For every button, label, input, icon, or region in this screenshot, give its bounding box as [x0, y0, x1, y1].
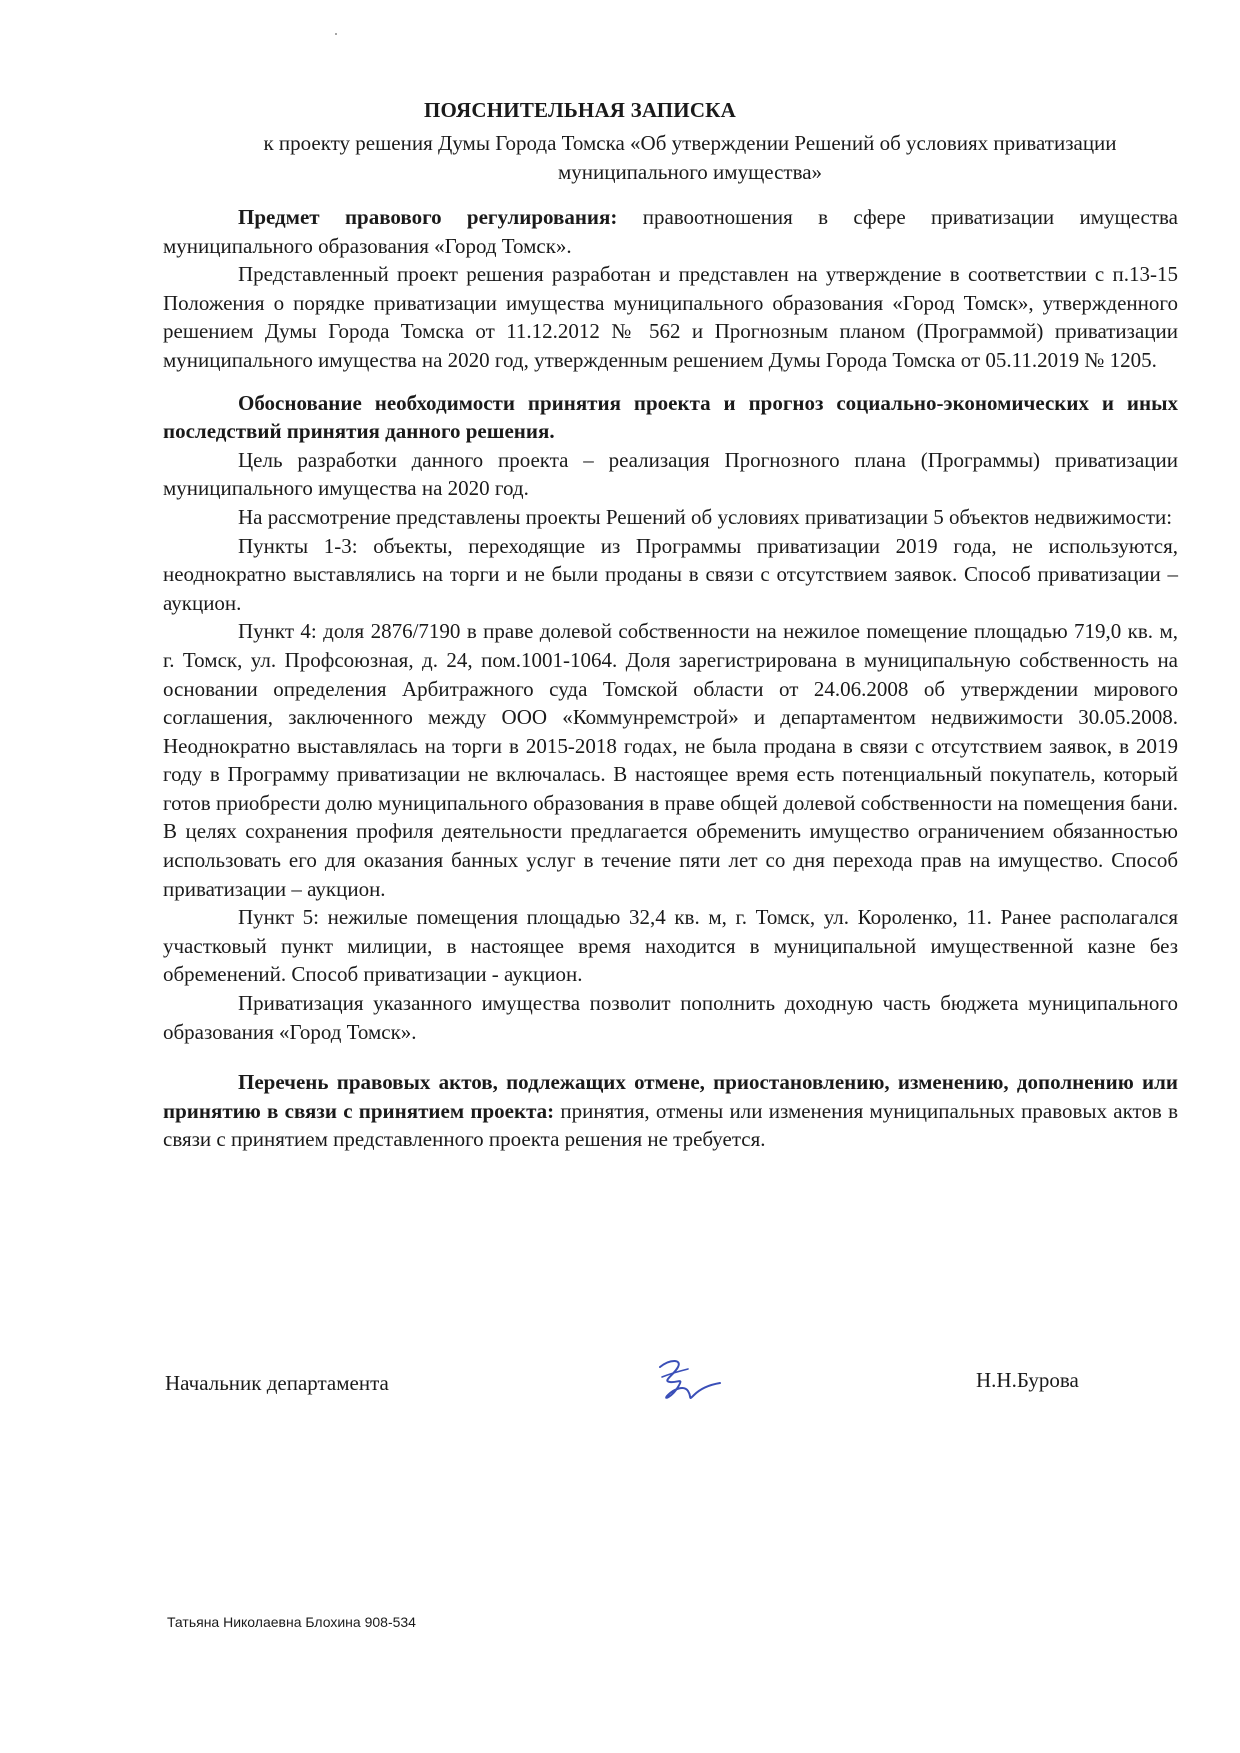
justification-heading: Обоснование необходимости принятия проекта и прогноз социально-экономических и иных последствий принятия данного решения. — [163, 390, 1178, 444]
justification-heading-paragraph — [163, 389, 1178, 446]
intro-paragraph: На рассмотрение представлены проекты Решений об условиях приватизации 5 объектов недвижимости: — [238, 504, 1173, 529]
item-5-paragraph: Пункт 5: нежилые помещения площадью 32,4 кв. м, г. Томск, ул. Короленко, 11. Ранее располагался участковый пункт милиции, в настоящее время находится в муниципальной имущественной казне без обременений. Способ приватизации - аукцион. — [163, 905, 1178, 987]
subject-text: правоотношения в сфере приватизации имущества муниципального образования «Город Томск». — [163, 205, 1178, 258]
signatory-position: Начальник департамента — [165, 1371, 389, 1395]
items-1-3-paragraph: Пункты 1-3: объекты, переходящие из Программы приватизации 2019 года, не используются, неоднократно выставлялись на торги и не были проданы в связи с отсутствием заявок. Способ приватизации – аукцион. — [163, 533, 1178, 615]
executor-footer: Татьяна Николаевна Блохина 908-534 — [167, 1614, 416, 1630]
legal-acts-text: принятия, отмены или изменения муниципальных правовых актов в связи с принятием представленного проекта решения не требуется. — [163, 1098, 1178, 1152]
document-subtitle: к проекту решения Думы Города Томска «Об утверждении Решений об условиях приватизации муниципального имущества» — [263, 131, 1117, 184]
subject-heading: Предмет правового регулирования: — [238, 205, 618, 229]
legal-acts-paragraph — [163, 1068, 1178, 1154]
goal-paragraph: Цель разработки данного проекта – реализация Прогнозного плана (Программы) приватизации муниципального имущества на 2020 год. — [163, 447, 1178, 501]
document-body — [163, 203, 1178, 1154]
subject-paragraph — [163, 203, 1178, 260]
basis-paragraph: Представленный проект решения разработан и представлен на утверждение в соответствии с п.13-15 Положения о порядке приватизации имущества муниципального образования «Город Томск», утвержденного решением Думы Города Томска от 11.12.2012 № 562 и Прогнозным планом (Программой) приватизации муниципального имущества на 2020 год, утвержденным решением Думы Города Томска от 05.11.2019 № 1205. — [163, 262, 1178, 372]
scan-speck — [335, 33, 337, 35]
signatory-name: Н.Н.Бурова — [976, 1368, 1079, 1392]
document-title: ПОЯСНИТЕЛЬНАЯ ЗАПИСКА — [424, 98, 736, 122]
handwritten-signature-icon — [648, 1355, 728, 1410]
item-4-paragraph: Пункт 4: доля 2876/7190 в праве долевой собственности на нежилое помещение площадью 719,0 кв. м, г. Томск, ул. Профсоюзная, д. 24, пом.1001-1064. Доля зарегистрирована в муниципальную собственность на основании определения Арбитражного суда Томской области от 24.06.2008 об утверждении мирового соглашения, заключенного между ООО «Коммунремстрой» и департаментом недвижимости 30.05.2008. Неоднократно выставлялась на торги в 2015-2018 годах, не была продана в связи с отсутствием заявок, в 2019 году в Программу приватизации не включалась. В настоящее время есть потенциальный покупатель, который готов приобрести долю муниципального образования в праве общей долевой собственности на помещения бани. В целях сохранения профиля деятельности предлагается обременить имущество ограничением обязанностью использовать его для оказания банных услуг в течение пяти лет со дня перехода прав на имущество. Способ приватизации – аукцион. — [163, 619, 1178, 901]
legal-acts-heading: Перечень правовых актов, подлежащих отмене, приостановлению, изменению, дополнению или принятию в связи с принятием проекта: — [163, 1070, 1178, 1123]
signature-block — [0, 1355, 1240, 1415]
conclusion-paragraph: Приватизация указанного имущества позволит пополнить доходную часть бюджета муниципального образования «Город Томск». — [163, 991, 1178, 1044]
